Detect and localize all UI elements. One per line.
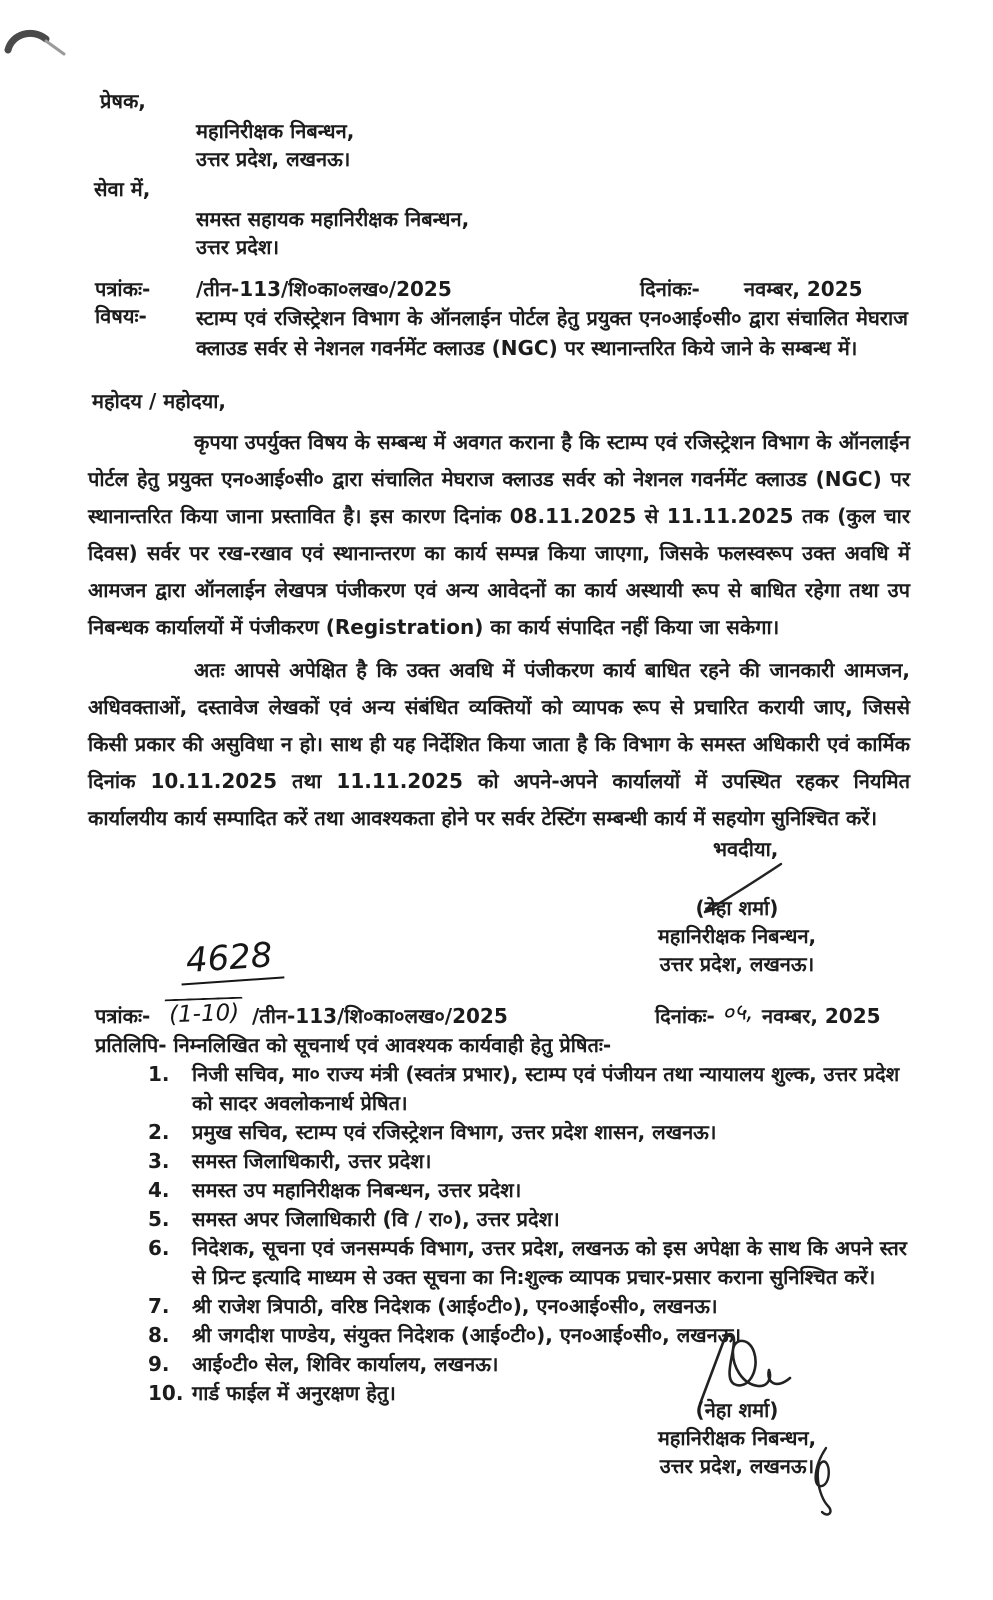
sender-label: प्रेषक,	[100, 89, 146, 113]
list-item-text: श्री जगदीश पाण्डेय, संयुक्त निदेशक (आई०टी०), एन०आई०सी०, लखनऊ।	[192, 1323, 742, 1347]
list-item-number: 3.	[148, 1149, 170, 1173]
list-item	[148, 1147, 916, 1176]
salutation: महोदय / महोदया,	[92, 389, 226, 413]
signatory-place: उत्तर प्रदेश, लखनऊ।	[659, 1454, 815, 1478]
list-item	[148, 1234, 916, 1292]
sender-line: उत्तर प्रदेश, लखनऊ।	[196, 147, 351, 171]
handwritten-dispatch-number: 4628	[179, 934, 284, 985]
sender-line: महानिरीक्षक निबन्धन,	[196, 119, 355, 143]
list-item-text: समस्त जिलाधिकारी, उत्तर प्रदेश।	[192, 1149, 432, 1173]
signatory-title: महानिरीक्षक निबन्धन,	[657, 1426, 817, 1450]
subject-label: विषयः-	[95, 304, 147, 328]
handwritten-copy-range: (1-10)	[165, 998, 243, 1027]
list-item	[148, 1118, 916, 1147]
handwritten-date: ०५,	[721, 999, 754, 1027]
list-item-number: 10.	[148, 1381, 184, 1405]
signatory-title: महानिरीक्षक निबन्धन,	[657, 924, 817, 948]
copy-heading: प्रतिलिपि- निम्नलिखित को सूचनार्थ एवं आवश्यक कार्यवाही हेतु प्रेषितः-	[95, 1033, 612, 1057]
signatory-place: उत्तर प्रदेश, लखनऊ।	[659, 952, 815, 976]
list-item-text: प्रमुख सचिव, स्टाम्प एवं रजिस्ट्रेशन विभाग, उत्तर प्रदेश शासन, लखनऊ।	[192, 1120, 717, 1144]
list-item-text: समस्त उप महानिरीक्षक निबन्धन, उत्तर प्रदेश।	[192, 1178, 522, 1202]
ref-number: /तीन-113/शि०का०लख०/2025	[196, 277, 452, 301]
list-item-text: श्री राजेश त्रिपाठी, वरिष्ठ निदेशक (आई०टी०), एन०आई०सी०, लखनऊ।	[192, 1294, 718, 1318]
list-item-text: आई०टी० सेल, शिविर कार्यालय, लखनऊ।	[192, 1352, 499, 1376]
date-value: नवम्बर, 2025	[744, 277, 863, 301]
dispatch-date-label: दिनांकः-	[655, 1004, 715, 1028]
list-item-number: 5.	[148, 1207, 170, 1231]
signatory-name: (नेहा शर्मा)	[695, 896, 779, 920]
closing: भवदीया,	[713, 837, 779, 861]
list-item-text: समस्त अपर जिलाधिकारी (वि / रा०), उत्तर प्रदेश।	[192, 1207, 560, 1231]
ref-label: पत्रांकः-	[95, 277, 151, 301]
list-item-text: निदेशक, सूचना एवं जनसम्पर्क विभाग, उत्तर प्रदेश, लखनऊ को इस अपेक्षा के साथ कि अपने स्तर से प्रिन्ट इत्यादि माध्यम से उक्त सूचना का नि:शुल्क व्यापक प्रचार-प्रसार कराना सुनिश्चित करें।	[192, 1236, 907, 1289]
list-item-number: 8.	[148, 1323, 170, 1347]
list-item-number: 1.	[148, 1062, 170, 1086]
subject-text: स्टाम्प एवं रजिस्ट्रेशन विभाग के ऑनलाईन पोर्टल हेतु प्रयुक्त एन०आई०सी० द्वारा संचालित मेघराज क्लाउड सर्वर से नेशनल गवर्नमेंट क्लाउड (NGC) पर स्थानान्तरित किये जाने के सम्बन्ध में।	[196, 306, 908, 360]
list-item	[148, 1292, 916, 1321]
list-item-number: 7.	[148, 1294, 170, 1318]
list-item-text: गार्ड फाईल में अनुरक्षण हेतु।	[192, 1381, 396, 1405]
date-label: दिनांकः-	[640, 277, 700, 301]
list-item-number: 2.	[148, 1120, 170, 1144]
dispatch-date-value: नवम्बर, 2025	[762, 1004, 881, 1028]
recipient-line: समस्त सहायक महानिरीक्षक निबन्धन,	[196, 207, 470, 231]
body-paragraph-2: अतः आपसे अपेक्षित है कि उक्त अवधि में पंजीकरण कार्य बाधित रहने की जानकारी आमजन, अधिवक्ताओं, दस्तावेज लेखकों एवं अन्य संबंधित व्यक्तियों को व्यापक रूप से प्रचारित करायी जाए, जिससे किसी प्रकार की असुविधा न हो। साथ ही यह निर्देशित किया जाता है कि विभाग के समस्त अधिकारी एवं कार्मिक दिनांक 10.11.2025 तथा 11.11.2025 को अपने-अपने कार्यालयों में उपस्थित रहकर नियमित कार्यालयीय कार्य सम्पादित करें तथा आवश्यकता होने पर सर्वर टेस्टिंग सम्बन्धी कार्य में सहयोग सुनिश्चित करें।	[88, 658, 910, 830]
list-item-number: 9.	[148, 1352, 170, 1376]
body-paragraph-1: कृपया उपर्युक्त विषय के सम्बन्ध में अवगत कराना है कि स्टाम्प एवं रजिस्ट्रेशन विभाग के ऑनलाईन पोर्टल हेतु प्रयुक्त एन०आई०सी० द्वारा संचालित मेघराज क्लाउड सर्वर को नेशनल गवर्नमेंट क्लाउड (NGC) पर स्थानान्तरित किया जाना प्रस्तावित है। इस कारण दिनांक 08.11.2025 से 11.11.2025 तक (कुल चार दिवस) सर्वर पर रख-रखाव एवं स्थानान्तरण का कार्य सम्पन्न किया जाएगा, जिसके फलस्वरूप उक्त अवधि में आमजन द्वारा ऑनलाईन लेखपत्र पंजीकरण एवं अन्य आवेदनों का कार्य अस्थायी रूप से बाधित रहेगा तथा उप निबन्धक कार्यालयों में पंजीकरण (Registration) का कार्य संपादित नहीं किया जा सकेगा।	[88, 430, 910, 639]
list-item-text: निजी सचिव, मा० राज्य मंत्री (स्वतंत्र प्रभार), स्टाम्प एवं पंजीयन तथा न्यायालय शुल्क, उत्तर प्रदेश को सादर अवलोकनार्थ प्रेषित।	[192, 1062, 900, 1115]
list-item-number: 4.	[148, 1178, 170, 1202]
signatory-block	[612, 894, 862, 978]
scan-artifact	[4, 24, 84, 74]
list-item	[148, 1176, 916, 1205]
list-item-number: 6.	[148, 1236, 170, 1260]
initials-squiggle	[800, 1442, 864, 1520]
dispatch-ref-number: /तीन-113/शि०का०लख०/2025	[252, 1004, 508, 1028]
dispatch-ref-label: पत्रांकः-	[95, 1004, 151, 1028]
list-item	[148, 1060, 916, 1118]
recipient-label: सेवा में,	[94, 177, 151, 201]
list-item	[148, 1205, 916, 1234]
recipient-line: उत्तर प्रदेश।	[196, 235, 280, 259]
signatory-name: (नेहा शर्मा)	[695, 1398, 779, 1422]
